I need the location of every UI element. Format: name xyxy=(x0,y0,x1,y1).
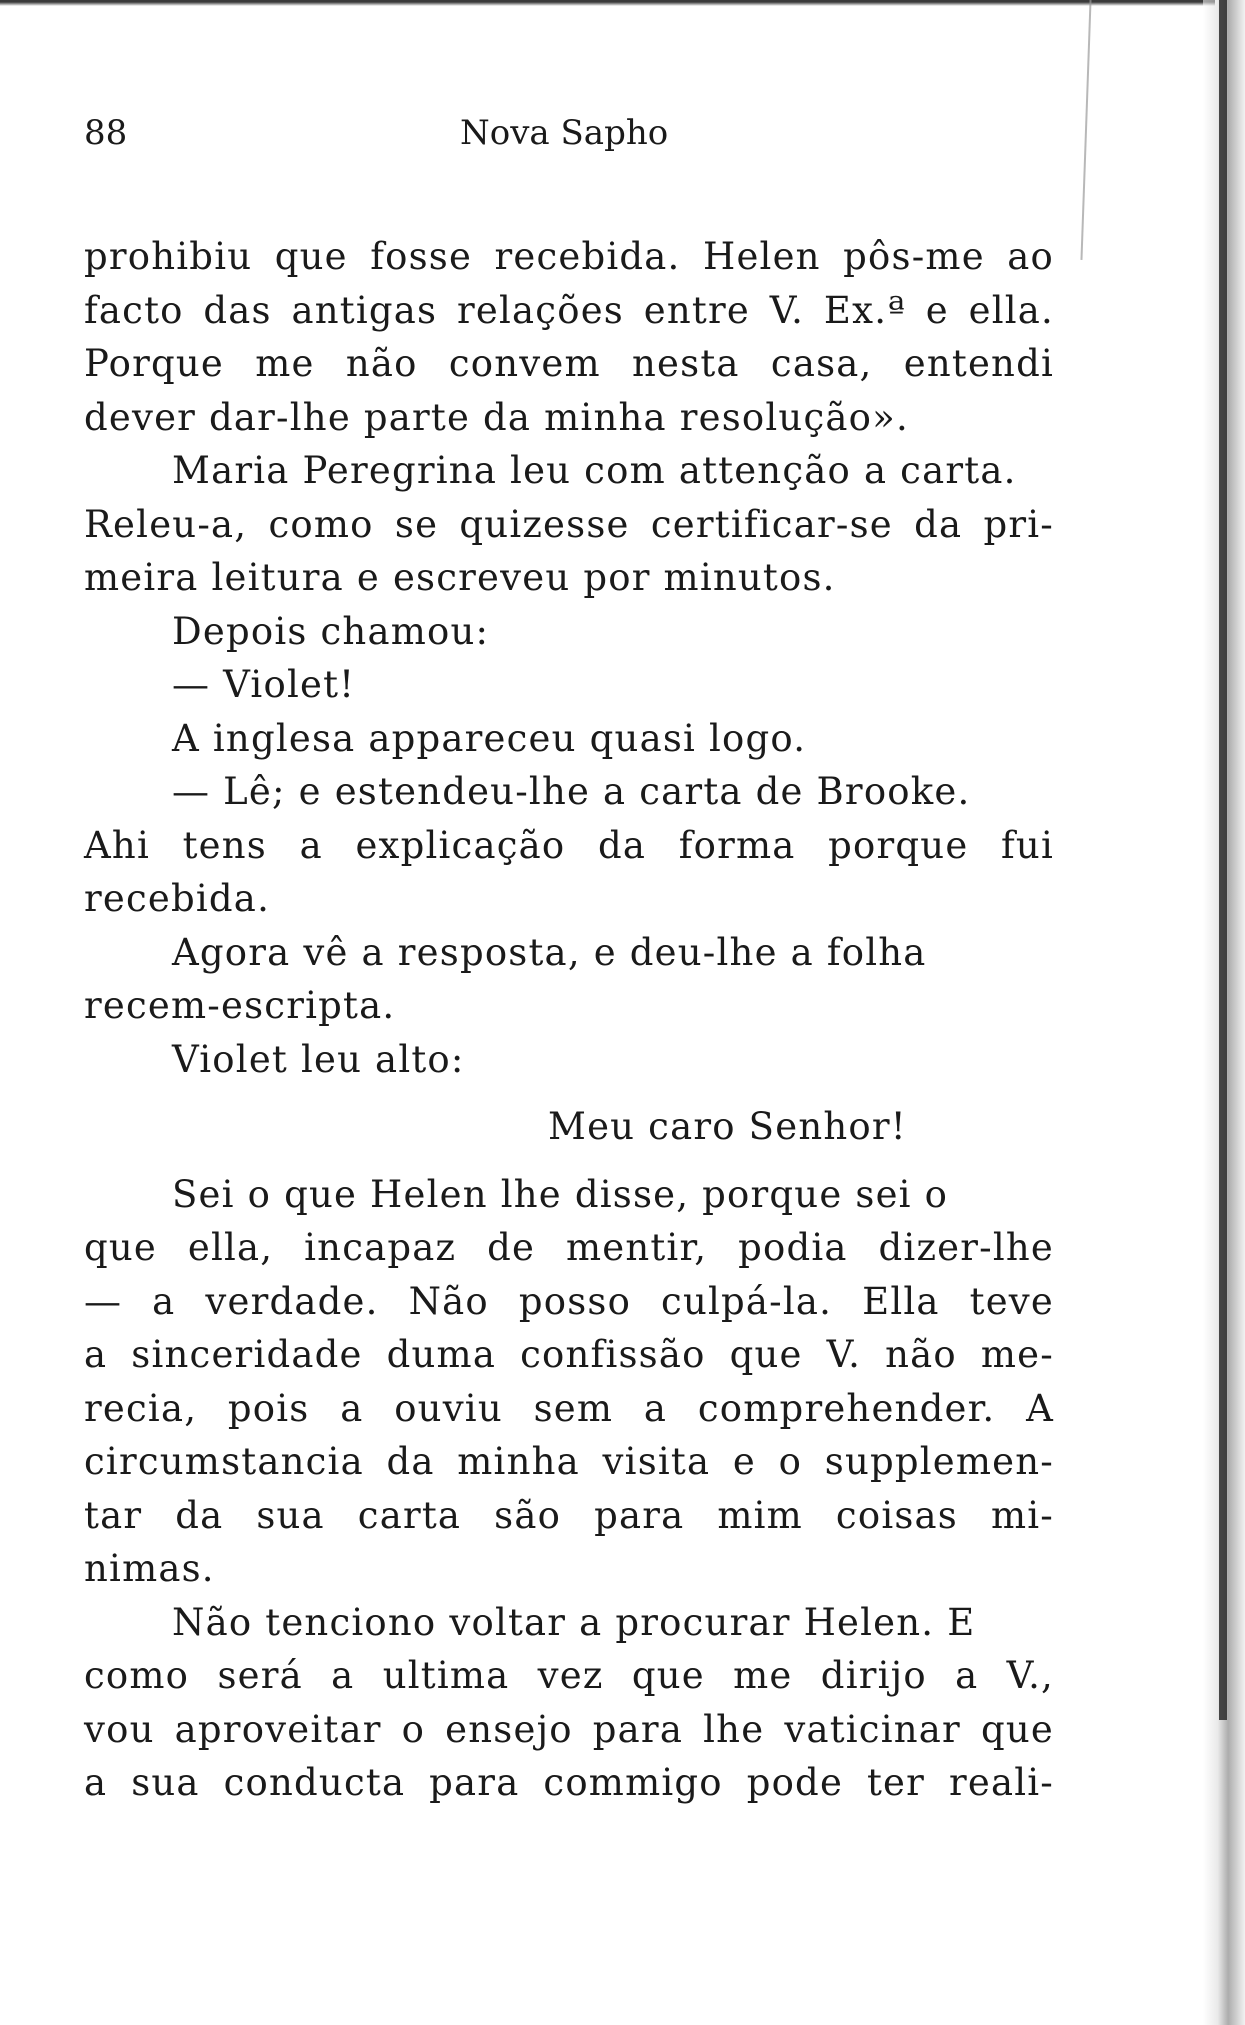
text-line: dever dar-lhe parte da minha resolução». xyxy=(84,395,909,439)
text-line: tar da sua carta são para mim coisas mi- xyxy=(84,1493,1054,1537)
text-line: circumstancia da minha visita e o supplemen- xyxy=(84,1440,1054,1483)
text-line: que ella, incapaz de mentir, podia dizer-lhe xyxy=(84,1226,1054,1269)
text-line: como será a ultima vez que me dirijo a V., xyxy=(84,1654,1054,1697)
book-title: Nova Sapho xyxy=(460,113,669,153)
text-line: Não tenciono voltar a procurar Helen. E xyxy=(172,1600,976,1644)
text-line: Violet leu alto: xyxy=(172,1037,465,1081)
text-line: Ahi tens a explicação da forma porque fui xyxy=(84,823,1054,867)
running-head xyxy=(84,108,1044,158)
text-line: Maria Peregrina leu com attenção a carta. xyxy=(172,449,1017,492)
text-line: meira leitura e escreveu por minutos. xyxy=(84,556,836,599)
text-line: recem-escripta. xyxy=(84,984,396,1027)
text-line: vou aproveitar o ensejo para lhe vaticinar que xyxy=(84,1707,1054,1751)
text-line: recebida. xyxy=(84,877,271,920)
text-line: recia, pois a ouviu sem a comprehender. A xyxy=(84,1386,1054,1430)
text-line: — a verdade. Não posso culpá-la. Ella teve xyxy=(84,1279,1054,1323)
text-line: — Lê; e estendeu-lhe a carta de Brooke. xyxy=(172,770,971,813)
text-line: a sinceridade duma confissão que V. não me- xyxy=(84,1333,1054,1376)
page-number: 88 xyxy=(84,113,128,153)
text-line: nimas. xyxy=(84,1547,215,1590)
scan-top-edge xyxy=(0,0,1215,6)
text-line: Releu-a, como se quizesse certificar-se da pri- xyxy=(84,502,1054,546)
text-line: a sua conducta para commigo pode ter reali- xyxy=(84,1761,1054,1804)
text-line: — Violet! xyxy=(172,663,356,706)
body-text xyxy=(84,230,1054,1810)
text-line: Agora vê a resposta, e deu-lhe a folha xyxy=(172,930,927,974)
text-line: facto das antigas relações entre V. Ex.ª e ella. xyxy=(84,288,1054,332)
scan-binding-edge xyxy=(1219,0,1227,1720)
text-line: A inglesa appareceu quasi logo. xyxy=(172,716,807,760)
text-line: prohibiu que fosse recebida. Helen pôs-me ao xyxy=(84,235,1054,278)
letter-salutation: Meu caro Senhor! xyxy=(548,1105,907,1148)
text-line: Depois chamou: xyxy=(172,609,490,653)
text-line: Porque me não convem nesta casa, entendi xyxy=(84,342,1054,385)
scan-margin-line xyxy=(1080,0,1091,260)
text-line: Sei o que Helen lhe disse, porque sei o xyxy=(172,1172,949,1216)
